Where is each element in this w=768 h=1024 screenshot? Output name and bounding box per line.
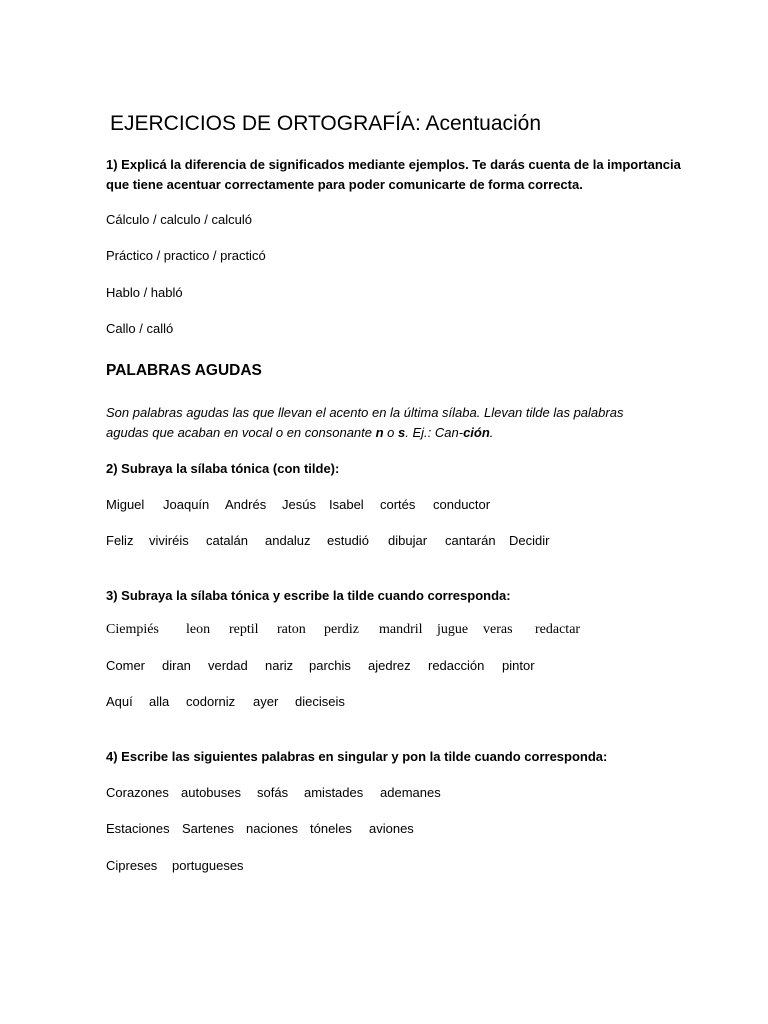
word: catalán [206, 533, 248, 548]
word: redactar [535, 622, 581, 637]
definition-text: . [489, 425, 494, 440]
definition-text: agudas que acaban en vocal o en consonante [106, 425, 376, 440]
word: ayer [253, 694, 279, 709]
exercise-1-heading-line-2: que tiene acentuar correctamente para poder comunicarte de forma correcta. [106, 177, 583, 192]
exercise-3-row-2 [106, 658, 535, 673]
word: Sartenes [182, 821, 235, 836]
section-heading-agudas: PALABRAS AGUDAS [106, 362, 262, 379]
word: Miguel [106, 497, 145, 512]
word: Isabel [329, 497, 364, 512]
word: tóneles [310, 821, 352, 836]
word: conductor [433, 497, 491, 512]
word: amistades [304, 785, 364, 800]
word: raton [277, 622, 306, 637]
exercise-2-row-1 [106, 497, 490, 512]
exercise-3-row-1 [106, 622, 580, 638]
definition-line-1: Son palabras agudas las que llevan el acento en la última sílaba. Llevan tilde las palabras [106, 405, 624, 420]
word: ajedrez [368, 658, 411, 673]
word: jugue [437, 622, 469, 637]
exercise-4-row-1 [106, 785, 441, 800]
word: cantarán [445, 533, 496, 548]
word: codorniz [186, 694, 236, 709]
exercise-1-line: Callo / calló [106, 321, 174, 336]
exercise-2-row-2 [106, 533, 549, 548]
word: parchis [309, 658, 351, 673]
word: veras [483, 622, 513, 637]
word: Estaciones [106, 821, 170, 836]
word: nariz [265, 658, 294, 673]
word: mandril [379, 622, 423, 637]
word: redacción [428, 658, 485, 673]
word: Decidir [509, 533, 550, 548]
word: ademanes [380, 785, 441, 800]
word: Corazones [106, 785, 169, 800]
definition-text: . Ej.: Can- [405, 425, 464, 440]
word: viviréis [149, 533, 189, 548]
exercise-1-line: Hablo / habló [106, 285, 183, 300]
word: Jesús [282, 497, 316, 512]
exercise-4-heading: 4) Escribe las siguientes palabras en singular y pon la tilde cuando corresponda: [106, 749, 608, 764]
definition-text: o [383, 425, 399, 440]
word: Joaquín [163, 497, 210, 512]
word: andaluz [265, 533, 311, 548]
word: Comer [106, 658, 146, 673]
word: reptil [229, 622, 259, 637]
word: autobuses [181, 785, 241, 800]
exercise-4-row-2 [106, 821, 414, 836]
exercise-1-line: Cálculo / calculo / calculó [106, 212, 252, 227]
word: dibujar [388, 533, 428, 548]
definition-example-cion: ción [463, 425, 490, 440]
word: leon [186, 622, 211, 637]
word: estudió [327, 533, 369, 548]
exercise-1-heading-line-1: 1) Explicá la diferencia de significados mediante ejemplos. Te darás cuenta de la importancia [106, 157, 681, 172]
word: perdiz [324, 622, 359, 637]
word: verdad [208, 658, 248, 673]
word: aviones [369, 821, 414, 836]
word: pintor [502, 658, 535, 673]
word: Cipreses [106, 858, 158, 873]
word: Feliz [106, 533, 134, 548]
word: cortés [380, 497, 416, 512]
word: Andrés [225, 497, 267, 512]
word: Aquí [106, 694, 133, 709]
exercise-3-heading: 3) Subraya la sílaba tónica y escribe la tilde cuando corresponda: [106, 588, 511, 603]
exercise-3-row-3 [106, 694, 345, 709]
word: diran [162, 658, 191, 673]
word: sofás [257, 785, 289, 800]
word: Ciempiés [106, 622, 159, 637]
word: naciones [246, 821, 299, 836]
exercise-1-line: Práctico / practico / practicó [106, 248, 266, 263]
definition-letter-n: n [375, 425, 384, 440]
page-title: EJERCICIOS DE ORTOGRAFÍA: Acentuación [110, 112, 542, 135]
definition-line-2 [106, 425, 493, 440]
exercise-4-row-3 [106, 858, 244, 873]
word: dieciseis [295, 694, 345, 709]
word: alla [149, 694, 170, 709]
word: portugueses [172, 858, 244, 873]
exercise-2-heading: 2) Subraya la sílaba tónica (con tilde): [106, 461, 340, 476]
definition-letter-s: s [398, 425, 406, 440]
